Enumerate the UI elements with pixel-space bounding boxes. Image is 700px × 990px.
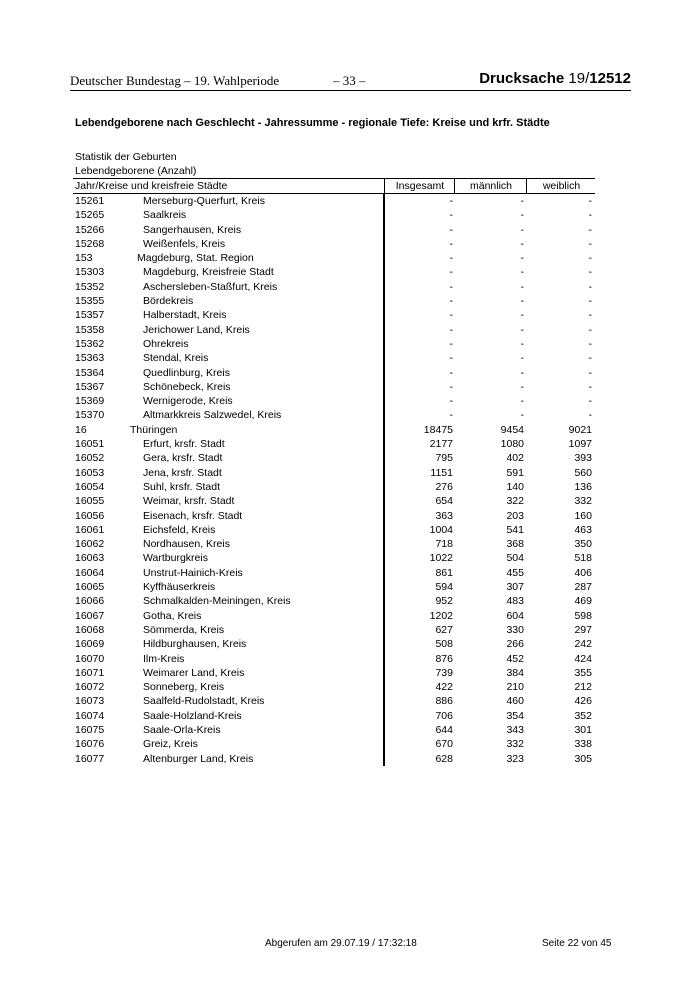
row-region-name: Unstrut-Hainich-Kreis — [143, 566, 243, 579]
table-row — [73, 623, 595, 637]
row-code: 16069 — [75, 638, 105, 651]
header-doc-period: 19/ — [568, 70, 590, 87]
row-male: 455 — [506, 566, 524, 579]
table-body — [73, 194, 595, 766]
header-publisher: Deutscher Bundestag – 19. Wahlperiode — [70, 73, 280, 88]
row-female: 518 — [574, 552, 592, 565]
row-total: - — [449, 337, 453, 350]
row-total: 1004 — [429, 523, 453, 536]
row-total: 739 — [435, 666, 453, 679]
row-code: 15358 — [75, 323, 105, 336]
row-total: - — [449, 295, 453, 308]
row-total: 718 — [435, 538, 453, 551]
row-female: 242 — [574, 638, 592, 651]
row-code: 15266 — [75, 223, 105, 236]
row-region-name: Jerichower Land, Kreis — [143, 323, 250, 336]
row-region-name: Hildburghausen, Kreis — [143, 638, 247, 651]
row-male: - — [520, 195, 524, 207]
row-region-name: Eisenach, krsfr. Stadt — [143, 509, 243, 522]
row-female: 393 — [574, 452, 592, 465]
row-male: 343 — [506, 723, 524, 736]
row-female: 598 — [574, 609, 592, 622]
row-code: 16075 — [75, 723, 105, 736]
row-total: - — [449, 366, 453, 379]
table-row — [73, 194, 595, 208]
row-region-name: Schmalkalden-Meiningen, Kreis — [143, 595, 291, 608]
row-female: 297 — [574, 623, 592, 636]
row-total: 594 — [435, 581, 453, 594]
table-row — [73, 537, 595, 551]
row-female: - — [588, 366, 592, 379]
row-code: 15362 — [75, 337, 105, 350]
table-row — [73, 251, 595, 265]
row-female: - — [588, 280, 592, 293]
row-region-name: Ilm-Kreis — [143, 652, 185, 665]
row-total: 2177 — [429, 438, 453, 451]
table-row — [73, 737, 595, 751]
row-total: - — [449, 266, 453, 279]
row-total: 1151 — [430, 466, 453, 479]
row-region-name: Eichsfeld, Kreis — [143, 523, 216, 536]
table-header — [73, 178, 595, 194]
table-row — [73, 437, 595, 451]
row-region-name: Nordhausen, Kreis — [143, 538, 230, 551]
row-region-name: Suhl, krsfr. Stadt — [143, 480, 221, 493]
row-region-name: Gera, krsfr. Stadt — [143, 452, 223, 465]
header-total: Insgesamt — [384, 179, 455, 193]
table-row — [73, 709, 595, 723]
row-male: 460 — [506, 695, 524, 708]
row-region-name: Merseburg-Querfurt, Kreis — [143, 195, 265, 207]
row-female: 424 — [574, 652, 592, 665]
row-male: - — [520, 209, 524, 222]
table-row — [73, 637, 595, 651]
footer-page: Seite 22 von 45 — [542, 938, 612, 949]
table-row — [73, 223, 595, 237]
row-total: 654 — [435, 495, 453, 508]
row-total: 952 — [435, 595, 453, 608]
row-female: - — [588, 309, 592, 322]
row-female: - — [588, 252, 592, 265]
row-region-name: Sonneberg, Kreis — [143, 681, 225, 694]
row-male: 504 — [506, 552, 524, 565]
row-female: - — [588, 195, 592, 207]
row-code: 16073 — [75, 695, 105, 708]
row-female: 426 — [574, 695, 592, 708]
row-total: 1202 — [429, 609, 453, 622]
header-doc-label: Drucksache — [479, 70, 565, 87]
row-code: 16071 — [75, 666, 105, 679]
row-female: 355 — [574, 666, 592, 679]
row-male: - — [520, 237, 524, 250]
table-row — [73, 265, 595, 279]
row-female: 350 — [574, 538, 592, 551]
row-region-name: Erfurt, krsfr. Stadt — [143, 438, 225, 451]
row-total: 1022 — [429, 552, 453, 565]
table-row — [73, 609, 595, 623]
row-total: - — [449, 352, 453, 365]
row-region-name: Bördekreis — [143, 295, 194, 308]
header-page-number: – 33 – — [333, 73, 366, 88]
row-total: - — [449, 237, 453, 250]
row-female: 212 — [574, 681, 592, 694]
row-code: 16072 — [75, 681, 105, 694]
row-region-name: Aschersleben-Staßfurt, Kreis — [143, 280, 278, 293]
header-document-number — [479, 70, 631, 87]
row-region-name: Altenburger Land, Kreis — [143, 752, 254, 765]
row-male: 354 — [506, 709, 524, 722]
row-male: 322 — [506, 495, 524, 508]
row-female: 1097 — [568, 438, 592, 451]
row-female: 560 — [574, 466, 592, 479]
row-code: 15303 — [75, 266, 105, 279]
row-total: 422 — [435, 681, 453, 694]
row-male: 210 — [506, 681, 524, 694]
table-row — [73, 280, 595, 294]
row-total: - — [449, 309, 453, 322]
table-title: Lebendgeborene nach Geschlecht - Jahressumme - regionale Tiefe: Kreise und krfr. Städte — [75, 117, 550, 129]
row-female: 406 — [574, 566, 592, 579]
table-row — [73, 308, 595, 322]
table-row — [73, 694, 595, 708]
row-total: - — [449, 323, 453, 336]
row-female: - — [588, 323, 592, 336]
births-table — [73, 178, 595, 766]
row-male: 9454 — [500, 423, 524, 436]
row-region-name: Wartburgkreis — [143, 552, 208, 565]
row-female: 301 — [574, 723, 592, 736]
row-code: 15261 — [75, 195, 105, 207]
row-female: 338 — [574, 738, 592, 751]
table-row — [73, 480, 595, 494]
row-total: - — [449, 380, 453, 393]
row-region-name: Sangerhausen, Kreis — [143, 223, 242, 236]
row-male: - — [520, 309, 524, 322]
page-header — [70, 70, 631, 91]
header-doc-number: 12512 — [589, 70, 631, 87]
row-code: 153 — [75, 252, 93, 265]
row-region-name: Jena, krsfr. Stadt — [143, 466, 222, 479]
row-male: - — [520, 409, 524, 422]
row-code: 16053 — [75, 466, 105, 479]
row-male: - — [520, 380, 524, 393]
table-row — [73, 652, 595, 666]
table-row — [73, 408, 595, 422]
row-male: 140 — [506, 480, 524, 493]
row-code: 16 — [75, 423, 87, 436]
row-code: 16052 — [75, 452, 105, 465]
table-row — [73, 394, 595, 408]
row-female: - — [588, 223, 592, 236]
row-region-name: Gotha, Kreis — [143, 609, 202, 622]
row-female: 332 — [574, 495, 592, 508]
row-total: 627 — [435, 623, 453, 636]
row-male: - — [520, 337, 524, 350]
table-row — [73, 294, 595, 308]
row-female: - — [588, 352, 592, 365]
row-code: 16067 — [75, 609, 105, 622]
row-code: 15363 — [75, 352, 105, 365]
row-total: 628 — [435, 752, 453, 765]
row-region-name: Schönebeck, Kreis — [143, 380, 231, 393]
row-code: 16064 — [75, 566, 105, 579]
row-total: - — [449, 252, 453, 265]
row-total: 795 — [435, 452, 453, 465]
row-total: 861 — [435, 566, 453, 579]
row-male: 203 — [506, 509, 524, 522]
row-total: - — [449, 209, 453, 222]
row-code: 16066 — [75, 595, 105, 608]
table-row — [73, 666, 595, 680]
row-code: 15367 — [75, 380, 105, 393]
table-row — [73, 466, 595, 480]
row-code: 15355 — [75, 295, 105, 308]
row-female: - — [588, 409, 592, 422]
row-region-name: Saalkreis — [143, 209, 187, 222]
table-row — [73, 752, 595, 766]
row-total: 18475 — [423, 423, 453, 436]
row-female: - — [588, 380, 592, 393]
row-region-name: Quedlinburg, Kreis — [143, 366, 230, 379]
row-male: - — [520, 266, 524, 279]
row-female: - — [588, 266, 592, 279]
row-total: 876 — [435, 652, 453, 665]
row-total: 363 — [435, 509, 453, 522]
row-male: 541 — [506, 523, 524, 536]
row-male: - — [520, 295, 524, 308]
row-female: - — [588, 395, 592, 408]
table-row — [73, 551, 595, 565]
table-row — [73, 208, 595, 222]
table-row — [73, 366, 595, 380]
row-total: 644 — [435, 723, 453, 736]
row-male: 604 — [506, 609, 524, 622]
row-region-name: Altmarkkreis Salzwedel, Kreis — [143, 409, 282, 422]
row-region-name: Weißenfels, Kreis — [143, 237, 226, 250]
row-code: 16077 — [75, 752, 105, 765]
table-row — [73, 523, 595, 537]
table-row — [73, 237, 595, 251]
row-region-name: Magdeburg, Stat. Region — [137, 252, 254, 265]
table-row — [73, 594, 595, 608]
row-male: 266 — [506, 638, 524, 651]
row-region-name: Wernigerode, Kreis — [143, 395, 233, 408]
row-code: 15268 — [75, 237, 105, 250]
row-region-name: Greiz, Kreis — [143, 738, 198, 751]
row-region-name: Kyffhäuserkreis — [143, 581, 216, 594]
row-female: 136 — [574, 480, 592, 493]
row-total: 706 — [435, 709, 453, 722]
row-male: - — [520, 395, 524, 408]
row-female: 160 — [574, 509, 592, 522]
statistic-unit: Lebendgeborene (Anzahl) — [75, 165, 197, 177]
row-female: - — [588, 209, 592, 222]
row-female: - — [588, 337, 592, 350]
row-region-name: Weimarer Land, Kreis — [143, 666, 245, 679]
row-region-name: Saalfeld-Rudolstadt, Kreis — [143, 695, 265, 708]
row-region-name: Magdeburg, Kreisfreie Stadt — [143, 266, 274, 279]
row-female: 287 — [574, 581, 592, 594]
row-female: 463 — [574, 523, 592, 536]
row-female: 469 — [574, 595, 592, 608]
row-code: 15357 — [75, 309, 105, 322]
row-region-name: Halberstadt, Kreis — [143, 309, 227, 322]
row-region-name: Stendal, Kreis — [143, 352, 209, 365]
row-male: - — [520, 280, 524, 293]
row-region-name: Saale-Orla-Kreis — [143, 723, 221, 736]
row-male: 452 — [506, 652, 524, 665]
row-code: 16051 — [75, 438, 105, 451]
row-total: 886 — [435, 695, 453, 708]
row-female: 9021 — [568, 423, 592, 436]
row-region-name: Saale-Holzland-Kreis — [143, 709, 242, 722]
row-female: - — [588, 295, 592, 308]
footer-retrieved: Abgerufen am 29.07.19 / 17:32:18 — [265, 938, 417, 949]
row-male: 1080 — [500, 438, 524, 451]
table-row — [73, 723, 595, 737]
row-code: 15370 — [75, 409, 105, 422]
row-total: 276 — [435, 480, 453, 493]
table-row — [73, 580, 595, 594]
row-code: 16056 — [75, 509, 105, 522]
row-code: 15369 — [75, 395, 105, 408]
row-male: 332 — [506, 738, 524, 751]
row-male: 330 — [506, 623, 524, 636]
row-total: 670 — [435, 738, 453, 751]
row-total: - — [449, 395, 453, 408]
row-total: - — [449, 223, 453, 236]
row-male: 591 — [506, 466, 524, 479]
row-total: - — [449, 280, 453, 293]
table-row — [73, 451, 595, 465]
row-male: 368 — [506, 538, 524, 551]
row-region-name: Sömmerda, Kreis — [143, 623, 225, 636]
header-male: männlich — [454, 179, 527, 193]
row-code: 16063 — [75, 552, 105, 565]
row-region-name: Weimar, krsfr. Stadt — [143, 495, 235, 508]
table-row — [73, 351, 595, 365]
row-region-name: Thüringen — [130, 423, 178, 436]
row-total: - — [449, 409, 453, 422]
table-row — [73, 380, 595, 394]
table-row — [73, 494, 595, 508]
row-code: 16055 — [75, 495, 105, 508]
row-male: - — [520, 352, 524, 365]
row-code: 16062 — [75, 538, 105, 551]
row-total: - — [449, 195, 453, 207]
row-region-name: Ohrekreis — [143, 337, 189, 350]
row-male: 307 — [506, 581, 524, 594]
row-female: - — [588, 237, 592, 250]
table-row — [73, 680, 595, 694]
row-female: 305 — [574, 752, 592, 765]
header-region-label: Jahr/Kreise und kreisfreie Städte — [75, 180, 228, 192]
table-row — [73, 566, 595, 580]
row-male: - — [520, 252, 524, 265]
table-row — [73, 509, 595, 523]
row-code: 16054 — [75, 480, 105, 493]
row-male: - — [520, 366, 524, 379]
row-code: 15265 — [75, 209, 105, 222]
table-row — [73, 337, 595, 351]
row-code: 16076 — [75, 738, 105, 751]
row-code: 16065 — [75, 581, 105, 594]
row-male: 483 — [506, 595, 524, 608]
row-code: 16074 — [75, 709, 105, 722]
row-code: 15352 — [75, 280, 105, 293]
header-female: weiblich — [526, 179, 596, 193]
statistic-name: Statistik der Geburten — [75, 151, 177, 163]
table-row — [73, 423, 595, 437]
table-row — [73, 323, 595, 337]
row-code: 16061 — [75, 523, 105, 536]
row-code: 16070 — [75, 652, 105, 665]
row-male: 402 — [506, 452, 524, 465]
row-female: 352 — [574, 709, 592, 722]
row-male: - — [520, 323, 524, 336]
row-male: 323 — [506, 752, 524, 765]
row-total: 508 — [435, 638, 453, 651]
row-code: 15364 — [75, 366, 105, 379]
row-male: 384 — [506, 666, 524, 679]
row-male: - — [520, 223, 524, 236]
row-code: 16068 — [75, 623, 105, 636]
